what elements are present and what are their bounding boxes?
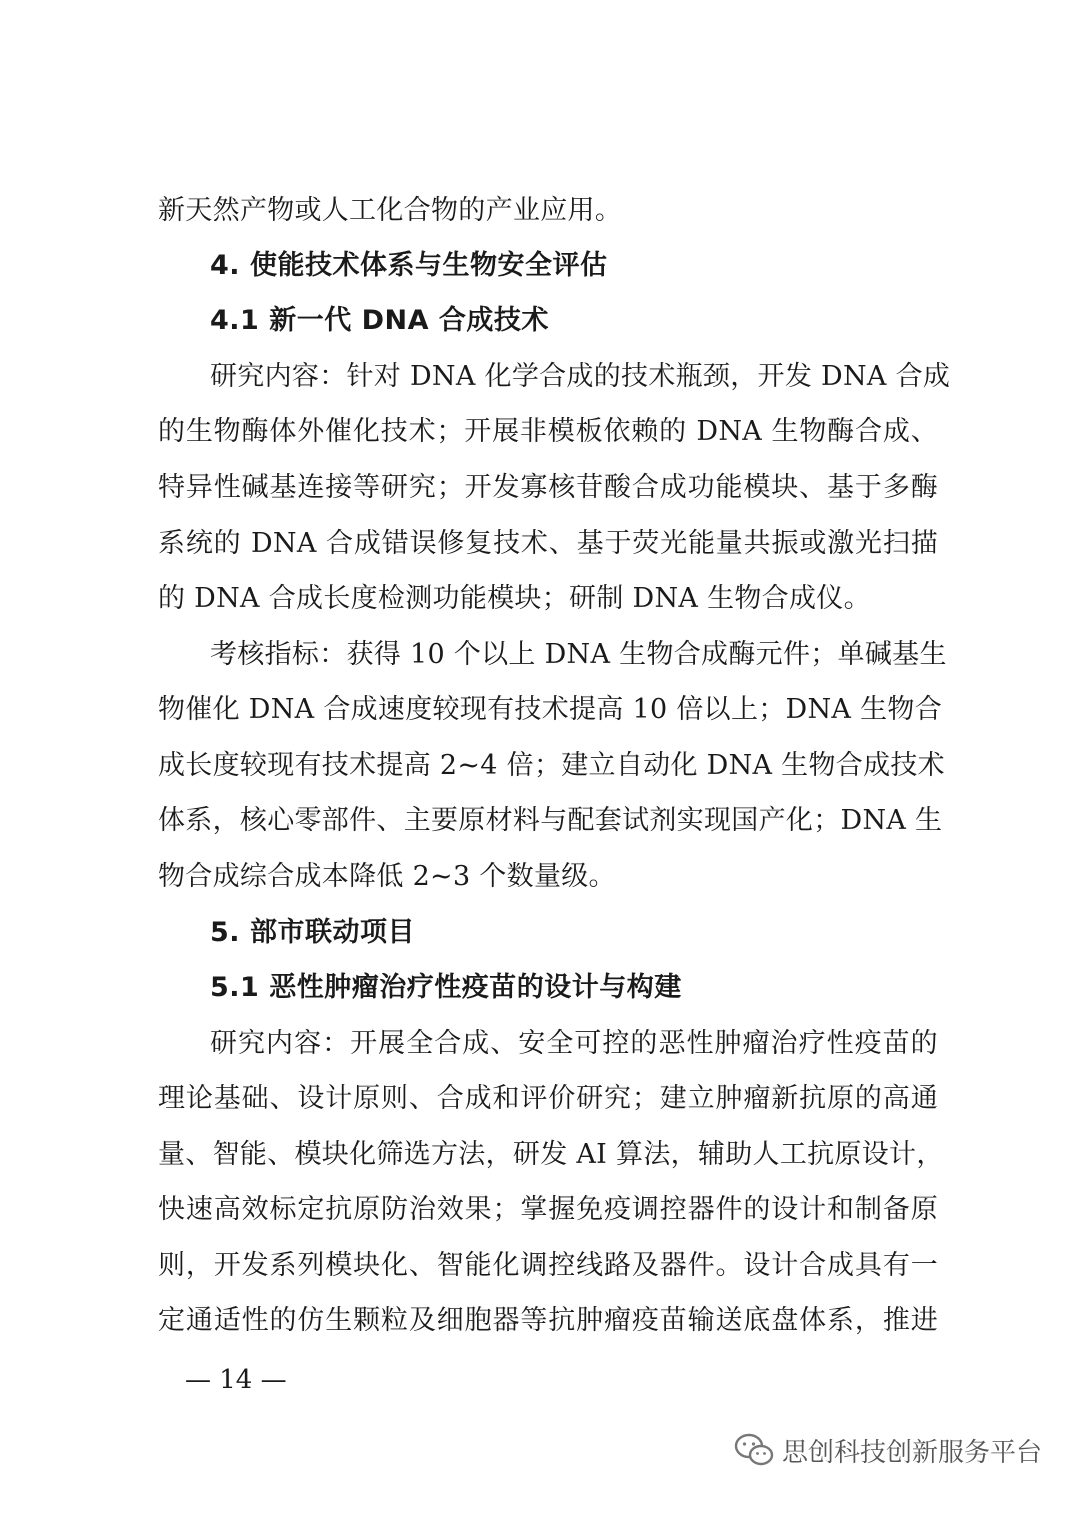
paragraph-line: 理论基础、设计原则、合成和评价研究；建立肿瘤新抗原的高通 (158, 1083, 938, 1114)
watermark-text: 思创科技创新服务平台 (782, 1437, 1043, 1468)
paragraph-line: 定通适性的仿生颗粒及细胞器等抗肿瘤疫苗输送底盘体系，推进 (158, 1305, 938, 1336)
paragraph-line: 特异性碱基连接等研究；开发寡核苷酸合成功能模块、基于多酶 (158, 472, 938, 503)
subsection-heading: 5.1 恶性肿瘤治疗性疫苗的设计与构建 (210, 972, 682, 1003)
paragraph-line: 体系，核心零部件、主要原材料与配套试剂实现国产化；DNA 生 (158, 805, 943, 836)
section-heading: 4. 使能技术体系与生物安全评估 (210, 250, 608, 281)
paragraph-line: 考核指标：获得 10 个以上 DNA 生物合成酶元件；单碱基生 (210, 639, 947, 670)
paragraph-line: 成长度较现有技术提高 2~4 倍；建立自动化 DNA 生物合成技术 (158, 750, 945, 781)
subsection-heading: 4.1 新一代 DNA 合成技术 (210, 305, 549, 336)
paragraph-line: 系统的 DNA 合成错误修复技术、基于荧光能量共振或激光扫描 (158, 528, 938, 559)
paragraph-line: 的生物酶体外催化技术；开展非模板依赖的 DNA 生物酶合成、 (158, 416, 938, 447)
wechat-icon (734, 1433, 774, 1467)
section-heading: 5. 部市联动项目 (210, 917, 415, 948)
paragraph-line: 快速高效标定抗原防治效果；掌握免疫调控器件的设计和制备原 (158, 1194, 938, 1225)
paragraph-line: 的 DNA 合成长度检测功能模块；研制 DNA 生物合成仪。 (158, 583, 871, 614)
paragraph-line: 物催化 DNA 合成速度较现有技术提高 10 倍以上；DNA 生物合 (158, 694, 943, 725)
watermark (734, 1428, 1054, 1472)
page-number: — 14 — (185, 1365, 287, 1395)
paragraph-line: 研究内容：针对 DNA 化学合成的技术瓶颈，开发 DNA 合成 (210, 361, 951, 392)
paragraph-line: 量、智能、模块化筛选方法，研发 AI 算法，辅助人工抗原设计， (158, 1139, 944, 1170)
paragraph-line: 新天然产物或人工化合物的产业应用。 (158, 195, 623, 226)
paragraph-line: 物合成综合成本降低 2~3 个数量级。 (158, 861, 616, 892)
paragraph-line: 则，开发系列模块化、智能化调控线路及器件。设计合成具有一 (158, 1250, 938, 1281)
paragraph-line: 研究内容：开展全合成、安全可控的恶性肿瘤治疗性疫苗的 (210, 1028, 938, 1059)
